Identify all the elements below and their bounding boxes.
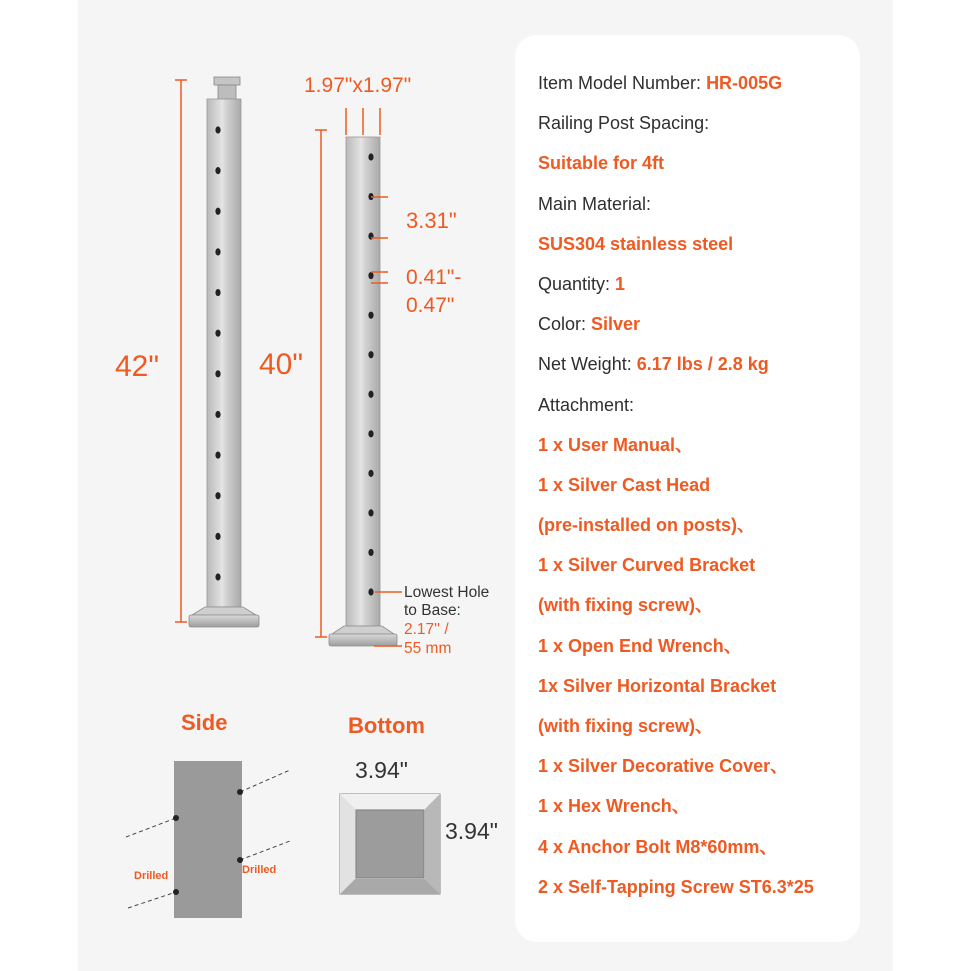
attachment-item: 2 x Self-Tapping Screw ST6.3*25 (538, 876, 814, 897)
drilled-hole-marker (237, 789, 243, 795)
post-spacing-value: Suitable for 4ft (538, 153, 665, 174)
bottom-view-title: Bottom (348, 713, 425, 738)
attachment-item: 1 x Silver Cast Head (538, 474, 711, 495)
cable-hole (368, 549, 373, 556)
side-view-diagram (126, 761, 290, 918)
drilled-hole-marker (173, 889, 179, 895)
cable-hole (368, 272, 373, 279)
cable-hole (215, 330, 220, 337)
lowest-hole-label-4: 55 mm (404, 640, 452, 657)
spec-card (515, 35, 860, 942)
bottom-view-diagram (340, 794, 440, 894)
drilled-label-left: Drilled (134, 870, 169, 882)
attachment-item: (with fixing screw)、 (538, 595, 714, 616)
cable-hole (215, 167, 220, 174)
material-value: SUS304 stainless steel (538, 233, 734, 254)
lowest-hole-label-1: Lowest Hole (404, 584, 490, 601)
quantity-row: Quantity: 1 (538, 273, 626, 294)
cable-hole (368, 391, 373, 398)
hole-diameter-label-2: 0.47" (406, 294, 455, 317)
color-value: Silver (591, 314, 641, 335)
cable-hole (215, 248, 220, 255)
post-spacing-label: Railing Post Spacing: (538, 113, 710, 134)
model-number-value: HR-005G (706, 73, 783, 93)
attachment-item: 1 x Silver Decorative Cover、 (538, 756, 789, 777)
total-height-label: 42" (115, 350, 160, 383)
cable-hole (368, 470, 373, 477)
attachment-item: 1 x Silver Curved Bracket (538, 555, 756, 576)
attachment-item: 4 x Anchor Bolt M8*60mm、 (538, 836, 778, 857)
post-without-head (329, 137, 397, 646)
cable-hole (368, 351, 373, 358)
weight-value: 6.17 lbs / 2.8 kg (636, 354, 769, 375)
cable-hole (368, 430, 373, 437)
cable-hole (215, 451, 220, 458)
total-height-dimension-line (175, 80, 187, 622)
attachment-item: 1 x Hex Wrench、 (538, 796, 690, 817)
cable-hole (215, 492, 220, 499)
drilled-hole-marker (173, 815, 179, 821)
bottom-width-label: 3.94" (355, 757, 408, 783)
cable-hole (368, 588, 373, 595)
weight-row: Net Weight: 6.17 lbs / 2.8 kg (538, 354, 769, 375)
quantity-value: 1 (615, 273, 626, 294)
hole-diameter-label-1: 0.41"- (406, 266, 462, 289)
drilled-hole-marker (237, 857, 243, 863)
cable-hole (215, 208, 220, 215)
attachment-item: 1 x User Manual、 (538, 434, 694, 455)
post-section-label: 1.97"x1.97" (304, 74, 412, 97)
attachment-item: 1x Silver Horizontal Bracket (538, 675, 777, 696)
side-view-title: Side (181, 710, 228, 735)
cable-hole (368, 312, 373, 319)
attachment-label: Attachment: (538, 394, 635, 415)
post-height-dimension-line (315, 130, 327, 637)
bottom-height-label: 3.94" (445, 818, 498, 844)
model-number-row: Item Model Number: HR-005G (538, 73, 783, 93)
material-label: Main Material: (538, 193, 652, 214)
attachment-item: 1 x Open End Wrench、 (538, 635, 742, 656)
color-row: Color: Silver (538, 314, 641, 335)
post-height-label: 40" (259, 348, 304, 381)
cable-hole (368, 153, 373, 160)
lowest-hole-label-3: 2.17'' / (404, 621, 449, 638)
cable-hole (215, 411, 220, 418)
lowest-hole-label-2: to Base: (404, 602, 461, 619)
cable-hole (215, 370, 220, 377)
cable-hole (215, 289, 220, 296)
cable-hole (215, 533, 220, 540)
attachment-item: (with fixing screw)、 (538, 716, 714, 736)
cable-hole (215, 126, 220, 133)
cable-hole (368, 509, 373, 516)
hole-spacing-label: 3.31" (406, 208, 457, 233)
post-section-markers (346, 108, 380, 135)
attachment-item: (pre-installed on posts)、 (538, 515, 756, 536)
spec-list (538, 71, 814, 915)
drilled-label-right: Drilled (242, 864, 277, 876)
cable-hole (215, 573, 220, 580)
post-with-cast-head (189, 77, 259, 627)
